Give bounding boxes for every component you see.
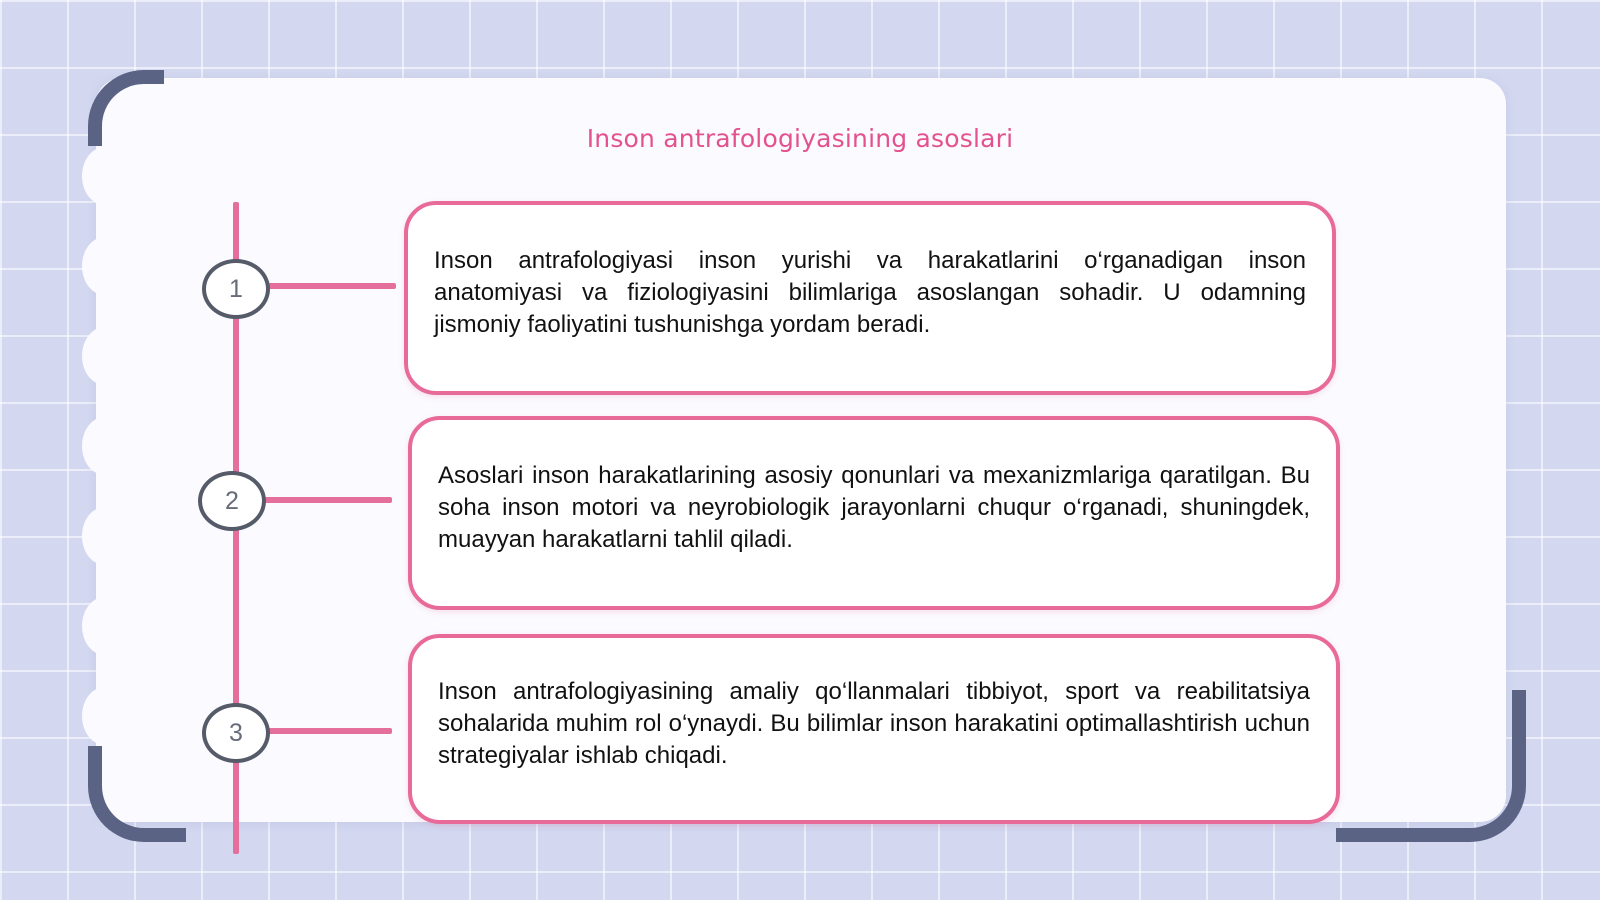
notebook-tab: [82, 507, 127, 565]
step-card-3: [408, 634, 1340, 824]
frame-corner-bottom-left: [88, 746, 186, 842]
step-number-3: 3: [202, 703, 270, 763]
notebook-tab: [82, 327, 127, 385]
frame-corner-bottom-right: [1336, 690, 1526, 842]
step-number-2: 2: [198, 471, 266, 531]
notebook-tab: [82, 597, 127, 655]
step-card-2: [408, 416, 1340, 610]
notebook-tab: [82, 687, 127, 745]
step-text-1: Inson antrafologiyasi inson yurishi va harakatlarini o‘rganadigan inson anatomiyasi va fiziologiyasini bilimlariga asoslangan sohadir. U odamning jismoniy faoliyatini tushunishga yordam beradi.: [434, 247, 1306, 338]
connector-3: [266, 728, 392, 734]
step-text-3: Inson antrafologiyasining amaliy qo‘llanmalari tibbiyot, sport va reabilitatsiya sohalarida muhim rol o‘ynaydi. Bu bilimlar inson harakatini optimallashtirish uchun strategiyalar ishlab chiqadi.: [438, 678, 1310, 769]
step-number-1: 1: [202, 259, 270, 319]
notebook-tab: [82, 147, 127, 205]
notebook-tab: [82, 417, 127, 475]
step-text-2: Asoslari inson harakatlarining asosiy qonunlari va mexanizmlariga qaratilgan. Bu soha inson motori va neyrobiologik jarayonlarni chuqur o‘rganadi, shuningdek, muayyan harakatlarni tahlil qiladi.: [438, 462, 1310, 553]
connector-1: [266, 283, 396, 289]
slide-title: Inson antrafologiyasining asoslari: [586, 124, 1014, 153]
notebook-tab: [82, 237, 127, 295]
connector-2: [262, 497, 392, 503]
step-card-1: [404, 201, 1336, 395]
